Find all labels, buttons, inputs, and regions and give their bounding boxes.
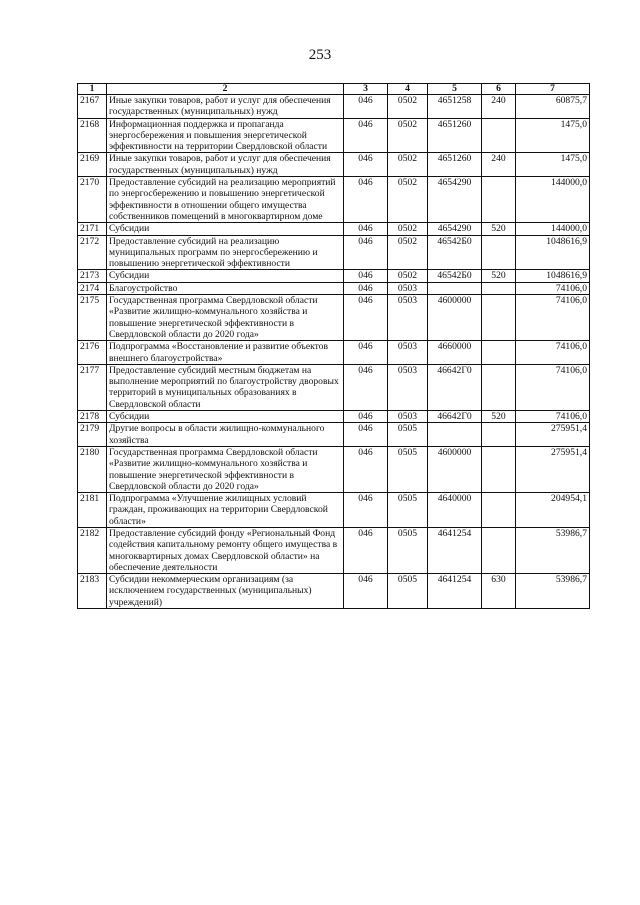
table-row — [78, 95, 590, 119]
row-number: 2183 — [78, 574, 107, 609]
ministry-code: 046 — [344, 282, 388, 294]
amount: 275951,4 — [516, 423, 590, 447]
header-cell: 1 — [78, 84, 107, 95]
target-article-code: 4641254 — [428, 574, 482, 609]
row-number: 2180 — [78, 446, 107, 492]
table-row — [78, 235, 590, 270]
target-article-code: 4641254 — [428, 527, 482, 573]
section-code: 0505 — [388, 527, 428, 573]
budget-table — [77, 83, 590, 609]
ministry-code: 046 — [344, 446, 388, 492]
table-row — [78, 118, 590, 153]
row-number: 2172 — [78, 235, 107, 270]
table-row — [78, 223, 590, 235]
target-article-code: 4600000 — [428, 446, 482, 492]
table-row — [78, 270, 590, 282]
row-description: Предоставление субсидий на реализацию муниципальных программ по энергосбережению и повышению энергетической эффективности — [107, 235, 344, 270]
row-description: Подпрограмма «Восстановление и развитие объектов внешнего благоустройства» — [107, 341, 344, 365]
expense-type-code — [482, 364, 516, 410]
section-code: 0502 — [388, 235, 428, 270]
target-article-code: 4654290 — [428, 223, 482, 235]
section-code: 0505 — [388, 493, 428, 528]
ministry-code: 046 — [344, 411, 388, 423]
expense-type-code — [482, 423, 516, 447]
row-description: Другие вопросы в области жилищно-коммунального хозяйства — [107, 423, 344, 447]
section-code: 0502 — [388, 270, 428, 282]
amount: 1475,0 — [516, 118, 590, 153]
amount: 144000,0 — [516, 177, 590, 223]
table-row — [78, 364, 590, 410]
amount: 53986,7 — [516, 527, 590, 573]
row-number: 2169 — [78, 153, 107, 177]
target-article-code: 4654290 — [428, 177, 482, 223]
target-article-code — [428, 282, 482, 294]
ministry-code: 046 — [344, 574, 388, 609]
expense-type-code — [482, 295, 516, 341]
expense-type-code — [482, 235, 516, 270]
target-article-code: 46642Г0 — [428, 411, 482, 423]
target-article-code: 4640000 — [428, 493, 482, 528]
header-cell: 2 — [107, 84, 344, 95]
target-article-code — [428, 423, 482, 447]
header-cell: 4 — [388, 84, 428, 95]
target-article-code: 46642Г0 — [428, 364, 482, 410]
row-number: 2179 — [78, 423, 107, 447]
amount: 74106,0 — [516, 295, 590, 341]
amount: 60875,7 — [516, 95, 590, 119]
row-description: Благоустройство — [107, 282, 344, 294]
amount: 74106,0 — [516, 364, 590, 410]
section-code: 0503 — [388, 411, 428, 423]
section-code: 0503 — [388, 282, 428, 294]
amount: 1048616,9 — [516, 235, 590, 270]
table-row — [78, 423, 590, 447]
row-number: 2177 — [78, 364, 107, 410]
expense-type-code: 240 — [482, 95, 516, 119]
ministry-code: 046 — [344, 527, 388, 573]
amount: 1048616,9 — [516, 270, 590, 282]
expense-type-code — [482, 493, 516, 528]
target-article-code: 4651260 — [428, 118, 482, 153]
expense-type-code: 520 — [482, 270, 516, 282]
row-number: 2175 — [78, 295, 107, 341]
table-row — [78, 341, 590, 365]
row-number: 2174 — [78, 282, 107, 294]
row-description: Информационная поддержка и пропаганда энергосбережения и повышения энергетической эффективности на территории Свердловской области — [107, 118, 344, 153]
row-description: Субсидии некоммерческим организациям (за исключением государственных (муниципальных) учреждений) — [107, 574, 344, 609]
row-number: 2173 — [78, 270, 107, 282]
amount: 204954,1 — [516, 493, 590, 528]
table-row — [78, 574, 590, 609]
table-row — [78, 446, 590, 492]
section-code: 0505 — [388, 574, 428, 609]
header-row — [78, 84, 590, 95]
ministry-code: 046 — [344, 270, 388, 282]
ministry-code: 046 — [344, 153, 388, 177]
row-description: Государственная программа Свердловской области «Развитие жилищно-коммунального хозяйства и повышение энергетической эффективности в Свердловской области до 2020 года» — [107, 295, 344, 341]
target-article-code: 4651258 — [428, 95, 482, 119]
row-number: 2168 — [78, 118, 107, 153]
table-body — [78, 95, 590, 609]
amount: 74106,0 — [516, 282, 590, 294]
row-number: 2182 — [78, 527, 107, 573]
expense-type-code — [482, 341, 516, 365]
amount: 74106,0 — [516, 411, 590, 423]
header-cell: 6 — [482, 84, 516, 95]
row-number: 2170 — [78, 177, 107, 223]
target-article-code: 4651260 — [428, 153, 482, 177]
expense-type-code: 240 — [482, 153, 516, 177]
row-number: 2167 — [78, 95, 107, 119]
row-number: 2181 — [78, 493, 107, 528]
row-description: Предоставление субсидий местным бюджетам на выполнение мероприятий по благоустройству дворовых территорий в муниципальных образованиях в Свердловской области — [107, 364, 344, 410]
ministry-code: 046 — [344, 341, 388, 365]
target-article-code: 46542Б0 — [428, 270, 482, 282]
row-description: Иные закупки товаров, работ и услуг для обеспечения государственных (муниципальных) нужд — [107, 153, 344, 177]
expense-type-code — [482, 446, 516, 492]
table-row — [78, 153, 590, 177]
ministry-code: 046 — [344, 423, 388, 447]
section-code: 0505 — [388, 446, 428, 492]
amount: 1475,0 — [516, 153, 590, 177]
section-code: 0502 — [388, 95, 428, 119]
section-code: 0502 — [388, 153, 428, 177]
expense-type-code — [482, 527, 516, 573]
row-description: Субсидии — [107, 411, 344, 423]
section-code: 0503 — [388, 364, 428, 410]
amount: 53986,7 — [516, 574, 590, 609]
target-article-code: 4600000 — [428, 295, 482, 341]
section-code: 0505 — [388, 423, 428, 447]
ministry-code: 046 — [344, 295, 388, 341]
amount: 144000,0 — [516, 223, 590, 235]
section-code: 0502 — [388, 177, 428, 223]
expense-type-code: 630 — [482, 574, 516, 609]
row-description: Предоставление субсидий на реализацию мероприятий по энергосбережению и повышению энергетической эффективности в отношении общего имущества собственников помещений в многоквартирном доме — [107, 177, 344, 223]
header-cell: 5 — [428, 84, 482, 95]
row-description: Предоставление субсидий фонду «Региональный Фонд содействия капитальному ремонту общего имущества в многоквартирных домах Свердловской области» на обеспечение деятельности — [107, 527, 344, 573]
expense-type-code: 520 — [482, 223, 516, 235]
amount: 275951,4 — [516, 446, 590, 492]
row-description: Подпрограмма «Улучшение жилищных условий граждан, проживающих на территории Свердловской области» — [107, 493, 344, 528]
header-cell: 7 — [516, 84, 590, 95]
row-description: Государственная программа Свердловской области «Развитие жилищно-коммунального хозяйства и повышение энергетической эффективности в Свердловской области до 2020 года» — [107, 446, 344, 492]
target-article-code: 46542Б0 — [428, 235, 482, 270]
page-number: 253 — [308, 47, 332, 63]
expense-type-code — [482, 282, 516, 294]
amount: 74106,0 — [516, 341, 590, 365]
row-description: Иные закупки товаров, работ и услуг для обеспечения государственных (муниципальных) нужд — [107, 95, 344, 119]
ministry-code: 046 — [344, 364, 388, 410]
target-article-code: 4660000 — [428, 341, 482, 365]
table-row — [78, 493, 590, 528]
expense-type-code — [482, 177, 516, 223]
section-code: 0502 — [388, 223, 428, 235]
ministry-code: 046 — [344, 235, 388, 270]
ministry-code: 046 — [344, 223, 388, 235]
ministry-code: 046 — [344, 177, 388, 223]
row-number: 2171 — [78, 223, 107, 235]
section-code: 0503 — [388, 295, 428, 341]
table-row — [78, 282, 590, 294]
expense-type-code: 520 — [482, 411, 516, 423]
header-cell: 3 — [344, 84, 388, 95]
ministry-code: 046 — [344, 118, 388, 153]
section-code: 0503 — [388, 341, 428, 365]
table-row — [78, 295, 590, 341]
expense-type-code — [482, 118, 516, 153]
table-row — [78, 177, 590, 223]
ministry-code: 046 — [344, 493, 388, 528]
section-code: 0502 — [388, 118, 428, 153]
table-row — [78, 527, 590, 573]
row-description: Субсидии — [107, 223, 344, 235]
ministry-code: 046 — [344, 95, 388, 119]
row-description: Субсидии — [107, 270, 344, 282]
row-number: 2178 — [78, 411, 107, 423]
table-row — [78, 411, 590, 423]
row-number: 2176 — [78, 341, 107, 365]
